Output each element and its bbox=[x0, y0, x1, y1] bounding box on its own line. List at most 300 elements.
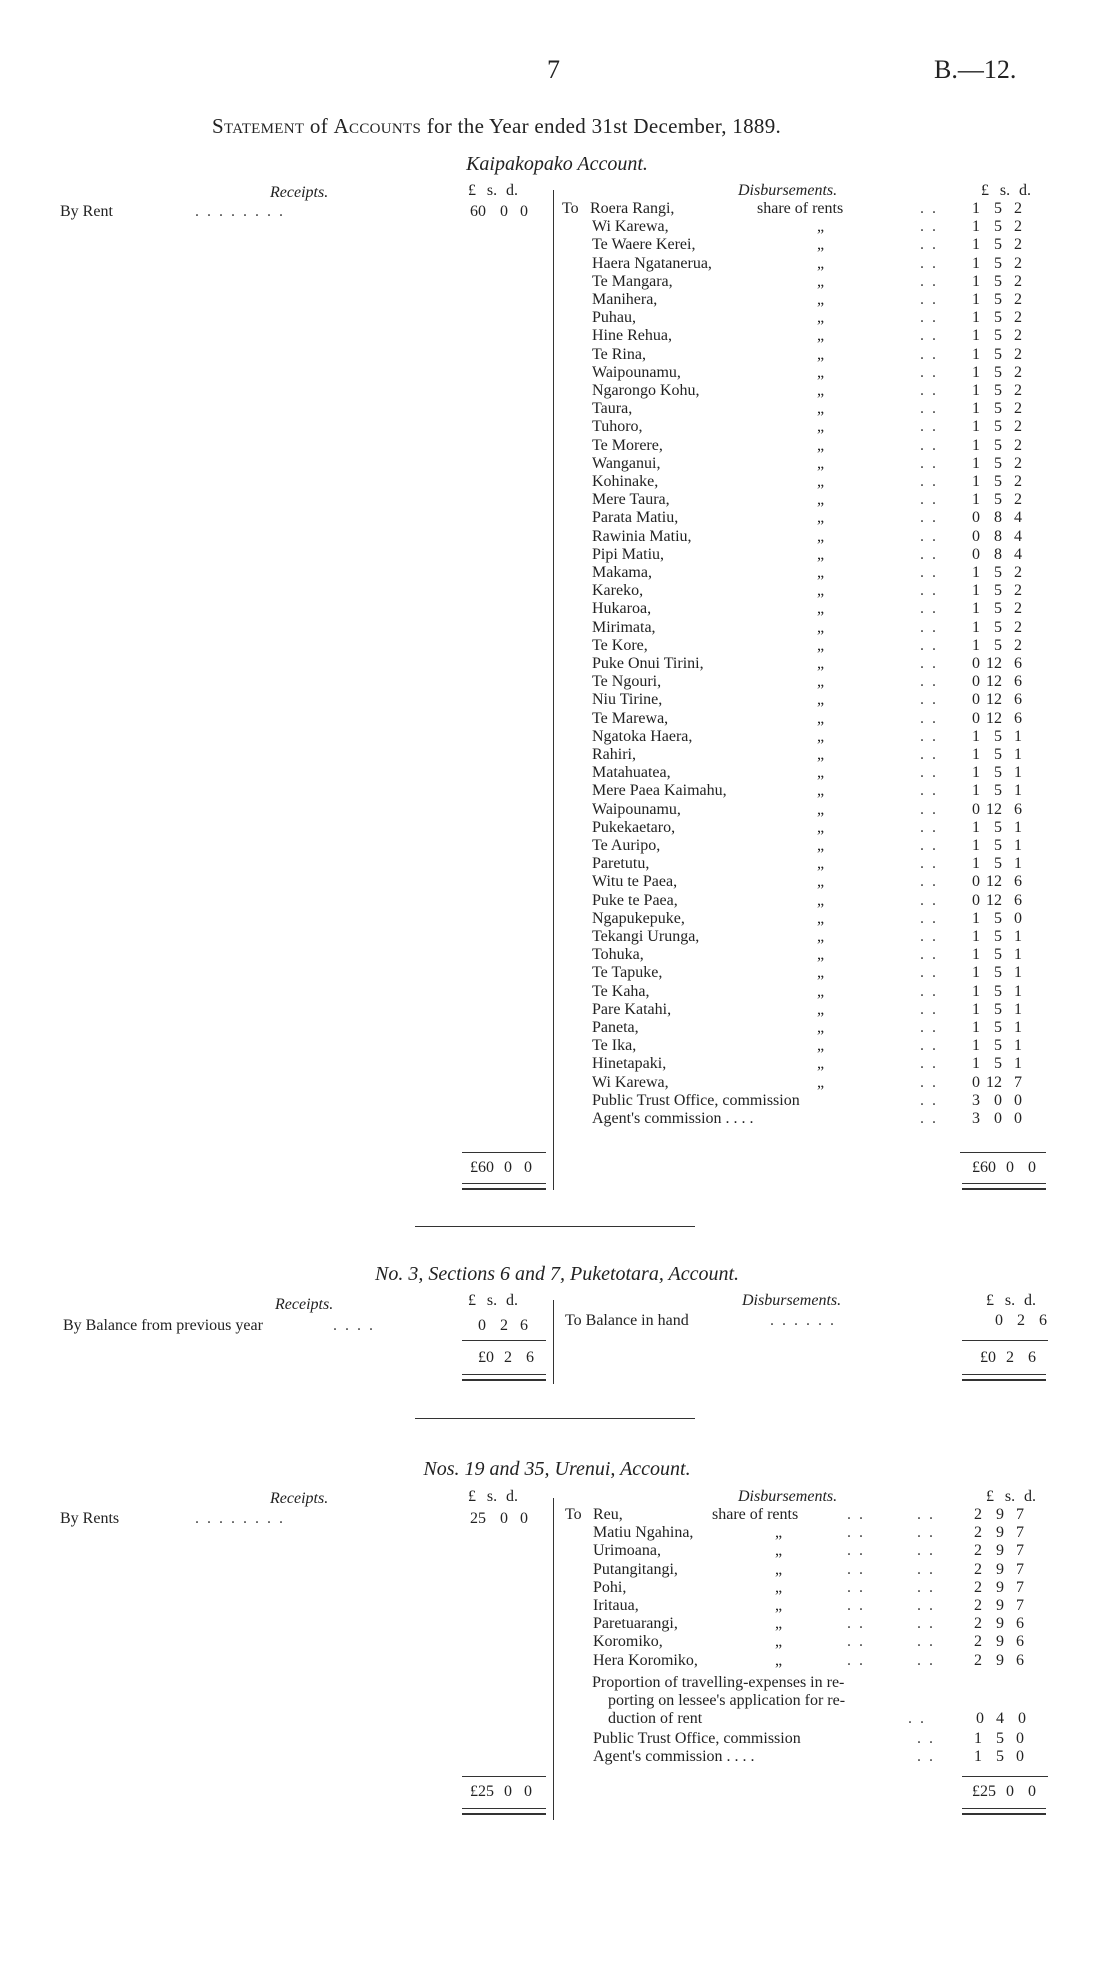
disbursement-row bbox=[565, 1506, 1055, 1524]
amount-pounds: 2 bbox=[974, 1633, 982, 1651]
leader-dots: . . bbox=[847, 1597, 865, 1614]
leader-dots: . . bbox=[920, 655, 938, 672]
payee-name: Matahuatea, bbox=[592, 764, 671, 782]
amount-shillings: 9 bbox=[996, 1597, 1004, 1614]
leader-dots: . . bbox=[847, 1524, 865, 1542]
amount-pence: 1 bbox=[1014, 727, 1022, 745]
amount-pence: 0 bbox=[1014, 1110, 1022, 1127]
page-number: 7 bbox=[547, 55, 560, 84]
payee-name: Urimoana, bbox=[593, 1542, 661, 1560]
amount-shillings: 5 bbox=[994, 582, 1002, 600]
column-divider bbox=[553, 1498, 554, 1820]
amount-pence: 2 bbox=[1014, 436, 1022, 454]
leader-dots: . . bbox=[920, 946, 938, 964]
disbursement-row bbox=[562, 1019, 1055, 1037]
leader-dots: . . bbox=[920, 363, 938, 381]
leader-dots: . . bbox=[920, 436, 938, 454]
disbursement-row bbox=[562, 801, 1055, 819]
leader-dots: . . bbox=[920, 491, 938, 509]
ditto-mark: „ bbox=[817, 855, 825, 873]
amount-shillings: 5 bbox=[994, 618, 1002, 636]
leader-dots: . . bbox=[920, 1019, 938, 1036]
amount-pence: 2 bbox=[1014, 600, 1022, 618]
amount-shillings: 5 bbox=[994, 473, 1002, 490]
leader-dots: . . bbox=[920, 236, 938, 254]
disbursement-row bbox=[565, 1633, 1055, 1651]
ditto-mark: „ bbox=[775, 1615, 783, 1633]
payee-name: Pohi, bbox=[593, 1578, 627, 1596]
travel-line: porting on lessee's application for re- bbox=[608, 1692, 846, 1709]
amount-pence: 2 bbox=[1014, 218, 1022, 236]
payee-name: Paneta, bbox=[592, 1019, 639, 1036]
payee-name: Te Rina, bbox=[592, 345, 646, 363]
amount-pence: 7 bbox=[1016, 1578, 1024, 1596]
amount-shillings: 12 bbox=[986, 873, 1002, 891]
disbursement-row bbox=[562, 364, 1055, 382]
title-lead: Statement bbox=[212, 114, 305, 138]
leader-dots: . . bbox=[920, 382, 938, 399]
disbursement-row bbox=[565, 1542, 1055, 1560]
amount-pounds: 1 bbox=[972, 1019, 980, 1036]
amount-pounds: 1 bbox=[974, 1748, 982, 1766]
amount-shillings: 12 bbox=[986, 800, 1002, 818]
amount-pence: 2 bbox=[1014, 200, 1022, 217]
amount-shillings: 9 bbox=[996, 1542, 1004, 1560]
section-separator bbox=[415, 1226, 695, 1227]
disbursement-row bbox=[562, 855, 1055, 873]
leader-dots: . . bbox=[920, 473, 938, 490]
leader-dots: . . bbox=[920, 636, 938, 654]
amount-shillings: 9 bbox=[996, 1633, 1004, 1651]
leader-dots: . . bbox=[920, 691, 938, 709]
leader-dots: . . bbox=[920, 509, 938, 527]
leader-dots: . . bbox=[920, 673, 938, 691]
amount-shillings: 5 bbox=[994, 272, 1002, 290]
amount-pounds: 2 bbox=[974, 1651, 982, 1669]
amount-shillings: 5 bbox=[994, 782, 1002, 800]
ditto-mark: „ bbox=[817, 564, 825, 581]
amount-shillings: 8 bbox=[994, 527, 1002, 545]
payee-name: Te Waere Kerei, bbox=[592, 236, 696, 254]
ditto-mark: „ bbox=[817, 473, 825, 490]
section-separator bbox=[415, 1418, 695, 1419]
disbursements-label: Disbursements. bbox=[738, 182, 838, 199]
payee-name: Kareko, bbox=[592, 582, 644, 600]
payee-name: Matiu Ngahina, bbox=[593, 1524, 694, 1542]
leader-dots: . . bbox=[920, 327, 938, 345]
disbursement-row bbox=[562, 746, 1055, 764]
payee-name: Puhau, bbox=[592, 309, 636, 327]
amount-pounds: 1 bbox=[972, 727, 980, 745]
disbursement-row bbox=[562, 946, 1055, 964]
payee-name: Hinetapaki, bbox=[592, 1055, 667, 1073]
payee-name: Te Kore, bbox=[592, 636, 648, 654]
payee-name: Witu te Paea, bbox=[592, 873, 678, 891]
leader-dots: . . bbox=[920, 782, 938, 800]
amount-pence: 6 bbox=[1014, 691, 1022, 709]
ditto-mark: „ bbox=[817, 1000, 825, 1018]
ditto-mark: „ bbox=[817, 818, 825, 836]
disbursement-row bbox=[562, 418, 1055, 436]
amount-pence: 1 bbox=[1014, 837, 1022, 854]
payee-name: Rahiri, bbox=[592, 746, 636, 763]
payee-name: Wi Karewa, bbox=[592, 1073, 669, 1091]
amount-pounds: 1 bbox=[972, 272, 980, 290]
amount-pence: 2 bbox=[1014, 382, 1022, 399]
payee-name: Agent's commission . . . . bbox=[593, 1748, 755, 1766]
payee-name: Agent's commission . . . . bbox=[592, 1110, 754, 1127]
travel-line: Proportion of travelling-expenses in re- bbox=[592, 1674, 845, 1691]
ditto-mark: „ bbox=[817, 727, 825, 745]
amount-shillings: 9 bbox=[996, 1615, 1004, 1633]
ditto-mark: „ bbox=[817, 928, 825, 945]
leader-dots: . . bbox=[917, 1506, 935, 1523]
ditto-mark: „ bbox=[817, 345, 825, 363]
total-rule bbox=[962, 1776, 1048, 1777]
disbursement-row bbox=[562, 309, 1055, 327]
amount-shillings: 5 bbox=[994, 636, 1002, 654]
page-reference: B.—12. bbox=[934, 55, 1017, 84]
leader-dots: . . bbox=[920, 454, 938, 472]
amount-pence: 2 bbox=[1014, 454, 1022, 472]
amount-shillings: 9 bbox=[996, 1560, 1004, 1578]
amount-pounds: 1 bbox=[972, 236, 980, 254]
disbursement-row bbox=[562, 655, 1055, 673]
payee-name: Ngarongo Kohu, bbox=[592, 382, 700, 399]
payee-name: Mere Taura, bbox=[592, 491, 670, 509]
amount-shillings: 5 bbox=[994, 218, 1002, 236]
amount-pounds: 0 bbox=[972, 509, 980, 527]
leader-dots: . . bbox=[920, 909, 938, 927]
payee-name: Kohinake, bbox=[592, 473, 659, 490]
payee-name: Wi Karewa, bbox=[592, 218, 669, 236]
disbursement-row bbox=[562, 291, 1055, 309]
amount-pounds: 1 bbox=[972, 418, 980, 436]
total-double-rule bbox=[962, 1808, 1046, 1815]
leader-dots: . . bbox=[920, 928, 938, 945]
ditto-mark: „ bbox=[817, 709, 825, 727]
disbursement-row bbox=[565, 1652, 1055, 1670]
total-double-rule bbox=[462, 1374, 546, 1381]
leader-dots: . . bbox=[917, 1615, 935, 1633]
amount-pence: 6 bbox=[1014, 891, 1022, 909]
ditto-mark: „ bbox=[817, 800, 825, 818]
disbursement-row bbox=[562, 236, 1055, 254]
leader-dots: . . bbox=[917, 1524, 935, 1542]
ditto-mark: „ bbox=[775, 1578, 783, 1596]
disbursement-row bbox=[562, 564, 1055, 582]
leader-dots: . . bbox=[920, 272, 938, 290]
ditto-mark: „ bbox=[817, 218, 825, 236]
amount-pence: 7 bbox=[1016, 1506, 1024, 1523]
payee-name: Paretuarangi, bbox=[593, 1615, 678, 1633]
leader-dots: . . bbox=[847, 1651, 865, 1669]
payee-name: Public Trust Office, commission bbox=[592, 1091, 800, 1109]
ditto-mark: „ bbox=[817, 382, 825, 399]
amount-pounds: 1 bbox=[972, 909, 980, 927]
disbursement-row bbox=[562, 382, 1055, 400]
total-rule bbox=[962, 1340, 1048, 1341]
leader-dots: . . bbox=[847, 1578, 865, 1596]
leader-dots: . . bbox=[920, 582, 938, 600]
leader-dots: . . bbox=[920, 764, 938, 782]
payee-name: Paretutu, bbox=[592, 855, 650, 873]
leader-dots: . . bbox=[917, 1651, 935, 1669]
amount-pence: 2 bbox=[1014, 272, 1022, 290]
total-rule bbox=[462, 1340, 546, 1341]
amount-pence: 4 bbox=[1014, 527, 1022, 545]
total-rule bbox=[960, 1152, 1046, 1153]
disbursement-row bbox=[562, 546, 1055, 564]
disbursement-row bbox=[562, 1037, 1055, 1055]
leader-dots: . . bbox=[847, 1542, 865, 1560]
amount-shillings: 5 bbox=[994, 818, 1002, 836]
payee-name: Te Tapuke, bbox=[592, 964, 663, 982]
amount-shillings: 5 bbox=[994, 382, 1002, 399]
amount-pounds: 0 bbox=[972, 873, 980, 891]
ditto-mark: „ bbox=[775, 1560, 783, 1578]
amount-pounds: 1 bbox=[972, 363, 980, 381]
amount-pence: 2 bbox=[1014, 236, 1022, 254]
amount-pence: 2 bbox=[1014, 345, 1022, 363]
amount-pence: 6 bbox=[1014, 655, 1022, 672]
amount-pounds: 1 bbox=[972, 618, 980, 636]
amount-pounds: 0 bbox=[972, 709, 980, 727]
ditto-mark: „ bbox=[817, 964, 825, 982]
payee-name: Niu Tirine, bbox=[592, 691, 663, 709]
payee-name: Hukaroa, bbox=[592, 600, 652, 618]
amount-shillings: 5 bbox=[994, 564, 1002, 581]
amount-pence: 0 bbox=[1016, 1748, 1024, 1766]
amount-pounds: 1 bbox=[972, 636, 980, 654]
leader-dots: . . bbox=[920, 1000, 938, 1018]
amount-pounds: 1 bbox=[972, 309, 980, 327]
payee-name: Wanganui, bbox=[592, 454, 661, 472]
amount-pounds: 1 bbox=[972, 473, 980, 490]
disbursement-row bbox=[562, 600, 1055, 618]
disbursement-row bbox=[565, 1561, 1055, 1579]
payee-name: Mirimata, bbox=[592, 618, 656, 636]
amount-shillings: 5 bbox=[994, 436, 1002, 454]
payee-name: Public Trust Office, commission bbox=[593, 1730, 801, 1747]
amount-pence: 2 bbox=[1014, 636, 1022, 654]
amount-pence: 0 bbox=[1016, 1730, 1024, 1747]
amount-pence: 1 bbox=[1014, 982, 1022, 1000]
leader-dots: . . bbox=[920, 1055, 938, 1073]
amount-pence: 1 bbox=[1014, 764, 1022, 782]
ditto-mark: „ bbox=[817, 582, 825, 600]
amount-pounds: 1 bbox=[972, 291, 980, 308]
leader-dots: . . bbox=[920, 309, 938, 327]
amount-pence: 2 bbox=[1014, 618, 1022, 636]
amount-shillings: 5 bbox=[994, 855, 1002, 873]
ditto-mark: „ bbox=[817, 527, 825, 545]
amount-shillings: 5 bbox=[994, 982, 1002, 1000]
leader-dots: . . bbox=[920, 200, 938, 217]
payee-name: Taura, bbox=[592, 400, 633, 418]
amount-pounds: 1 bbox=[972, 200, 980, 217]
ditto-mark: „ bbox=[817, 254, 825, 272]
disbursement-row bbox=[562, 1092, 1055, 1110]
amount-shillings: 5 bbox=[994, 291, 1002, 308]
amount-pence: 2 bbox=[1014, 491, 1022, 509]
disbursement-row bbox=[562, 983, 1055, 1001]
ditto-mark: „ bbox=[817, 1019, 825, 1036]
amount-pence: 7 bbox=[1016, 1542, 1024, 1560]
leader-dots: . . bbox=[920, 873, 938, 891]
amount-pence: 2 bbox=[1014, 327, 1022, 345]
amount-pounds: 1 bbox=[972, 600, 980, 618]
amount-pounds: 1 bbox=[972, 382, 980, 399]
disbursement-row bbox=[565, 1748, 1055, 1766]
leader-dots: . . bbox=[847, 1633, 865, 1651]
amount-shillings: 5 bbox=[994, 454, 1002, 472]
amount-pounds: 1 bbox=[972, 436, 980, 454]
amount-pence: 1 bbox=[1014, 964, 1022, 982]
ditto-mark: „ bbox=[775, 1633, 783, 1651]
puketotara-heading: No. 3, Sections 6 and 7, Puketotara, Account. bbox=[374, 1263, 740, 1285]
amount-pence: 2 bbox=[1014, 564, 1022, 581]
amount-pounds: 1 bbox=[972, 1037, 980, 1055]
travel-row: duction of rent . . 0 4 0 bbox=[608, 1710, 1026, 1727]
ditto-mark: „ bbox=[817, 782, 825, 800]
disbursement-row bbox=[562, 782, 1055, 800]
ditto-mark: „ bbox=[817, 655, 825, 672]
payee-name: Te Ika, bbox=[592, 1037, 637, 1055]
leader-dots: . . bbox=[920, 1037, 938, 1055]
disbursements-label: Disbursements. bbox=[742, 1292, 842, 1309]
disbursement-row bbox=[565, 1730, 1055, 1748]
amount-shillings: 12 bbox=[986, 1073, 1002, 1091]
disbursement-row bbox=[562, 1110, 1055, 1128]
amount-pounds: 1 bbox=[972, 818, 980, 836]
leader-dots: . . bbox=[920, 600, 938, 618]
amount-pounds: 2 bbox=[974, 1524, 982, 1542]
amount-shillings: 5 bbox=[994, 727, 1002, 745]
receipt-row: By Balance from previous year . . . . 0 2 6 bbox=[63, 1317, 528, 1334]
amount-pounds: 0 bbox=[972, 891, 980, 909]
amount-pounds: 2 bbox=[974, 1615, 982, 1633]
amount-pence: 2 bbox=[1014, 363, 1022, 381]
amount-pounds: 0 bbox=[972, 691, 980, 709]
ditto-mark: „ bbox=[817, 436, 825, 454]
amount-shillings: 5 bbox=[994, 400, 1002, 418]
payee-name: Puke te Paea, bbox=[592, 891, 678, 909]
amount-shillings: 5 bbox=[994, 236, 1002, 254]
disbursement-row bbox=[562, 637, 1055, 655]
amount-pounds: 2 bbox=[974, 1506, 982, 1523]
amount-shillings: 8 bbox=[994, 545, 1002, 563]
amount-pence: 2 bbox=[1014, 582, 1022, 600]
amount-pence: 4 bbox=[1014, 509, 1022, 527]
payee-name: Roera Rangi, bbox=[590, 200, 675, 217]
amount-pence: 0 bbox=[1014, 1091, 1022, 1109]
leader-dots: . . bbox=[920, 855, 938, 873]
amount-shillings: 5 bbox=[994, 309, 1002, 327]
ditto-mark: „ bbox=[817, 454, 825, 472]
payee-name: Pukekaetaro, bbox=[592, 818, 676, 836]
amount-shillings: 12 bbox=[986, 655, 1002, 672]
payee-name: Hine Rehua, bbox=[592, 327, 672, 345]
leader-dots: . . bbox=[920, 527, 938, 545]
amount-shillings: 5 bbox=[994, 1037, 1002, 1055]
ditto-mark: „ bbox=[817, 600, 825, 618]
amount-pence: 4 bbox=[1014, 545, 1022, 563]
payee-name: Pare Katahi, bbox=[592, 1000, 672, 1018]
amount-shillings: 5 bbox=[996, 1730, 1004, 1747]
amount-pounds: 1 bbox=[972, 837, 980, 854]
ditto-mark: „ bbox=[817, 636, 825, 654]
amount-shillings: 5 bbox=[994, 200, 1002, 217]
payee-name: Rawinia Matiu, bbox=[592, 527, 692, 545]
amount-pounds: 1 bbox=[972, 400, 980, 418]
leader-dots: . . bbox=[847, 1615, 865, 1633]
amount-shillings: 0 bbox=[994, 1110, 1002, 1127]
leader-dots: . . bbox=[917, 1730, 935, 1747]
title-rest: for the Year ended 31st December, 1889. bbox=[426, 114, 782, 138]
amount-pounds: 0 bbox=[972, 545, 980, 563]
amount-pounds: 1 bbox=[972, 982, 980, 1000]
amount-shillings: 5 bbox=[994, 345, 1002, 363]
ditto-mark: „ bbox=[817, 1037, 825, 1055]
disbursement-row bbox=[562, 873, 1055, 891]
payee-name: Te Marewa, bbox=[592, 709, 669, 727]
title-of: of bbox=[309, 114, 328, 138]
disbursement-row bbox=[562, 928, 1055, 946]
amount-pence: 6 bbox=[1014, 709, 1022, 727]
amount-shillings: 5 bbox=[994, 1019, 1002, 1036]
disbursement-row bbox=[562, 218, 1055, 236]
amount-pounds: 1 bbox=[972, 218, 980, 236]
disbursement-row bbox=[562, 327, 1055, 345]
leader-dots: . . bbox=[920, 709, 938, 727]
column-divider bbox=[553, 1300, 554, 1384]
disbursement-row bbox=[562, 728, 1055, 746]
amount-pounds: 3 bbox=[972, 1091, 980, 1109]
leader-dots: . . bbox=[847, 1506, 865, 1523]
ditto-mark: „ bbox=[817, 309, 825, 327]
amount-pence: 7 bbox=[1014, 1073, 1022, 1091]
payee-name: Te Auripo, bbox=[592, 837, 661, 854]
ditto-mark: „ bbox=[817, 746, 825, 763]
amount-pence: 6 bbox=[1014, 873, 1022, 891]
payee-name: Tekangi Urunga, bbox=[592, 928, 700, 945]
receipts-label: Receipts. bbox=[270, 1490, 329, 1507]
amount-pence: 1 bbox=[1014, 782, 1022, 800]
amount-shillings: 9 bbox=[996, 1578, 1004, 1596]
ditto-mark: „ bbox=[775, 1524, 783, 1542]
leader-dots: . . bbox=[917, 1542, 935, 1560]
title-accounts: Accounts bbox=[333, 114, 422, 138]
disbursement-row bbox=[562, 710, 1055, 728]
total-double-rule bbox=[962, 1183, 1046, 1190]
amount-pounds: 2 bbox=[974, 1597, 982, 1614]
ditto-mark: „ bbox=[817, 982, 825, 1000]
ditto-mark: „ bbox=[817, 946, 825, 964]
payee-name: Tohuka, bbox=[592, 946, 644, 964]
amount-shillings: 5 bbox=[996, 1748, 1004, 1766]
ditto-mark: „ bbox=[775, 1651, 783, 1669]
amount-pounds: 1 bbox=[972, 746, 980, 763]
amount-shillings: 5 bbox=[994, 491, 1002, 509]
amount-pounds: 1 bbox=[972, 254, 980, 272]
amount-pence: 0 bbox=[1014, 909, 1022, 927]
ditto-mark: „ bbox=[817, 236, 825, 254]
amount-pounds: 1 bbox=[972, 564, 980, 581]
ditto-mark: „ bbox=[817, 509, 825, 527]
leader-dots: . . bbox=[920, 564, 938, 581]
receipts-label: Receipts. bbox=[275, 1296, 334, 1313]
